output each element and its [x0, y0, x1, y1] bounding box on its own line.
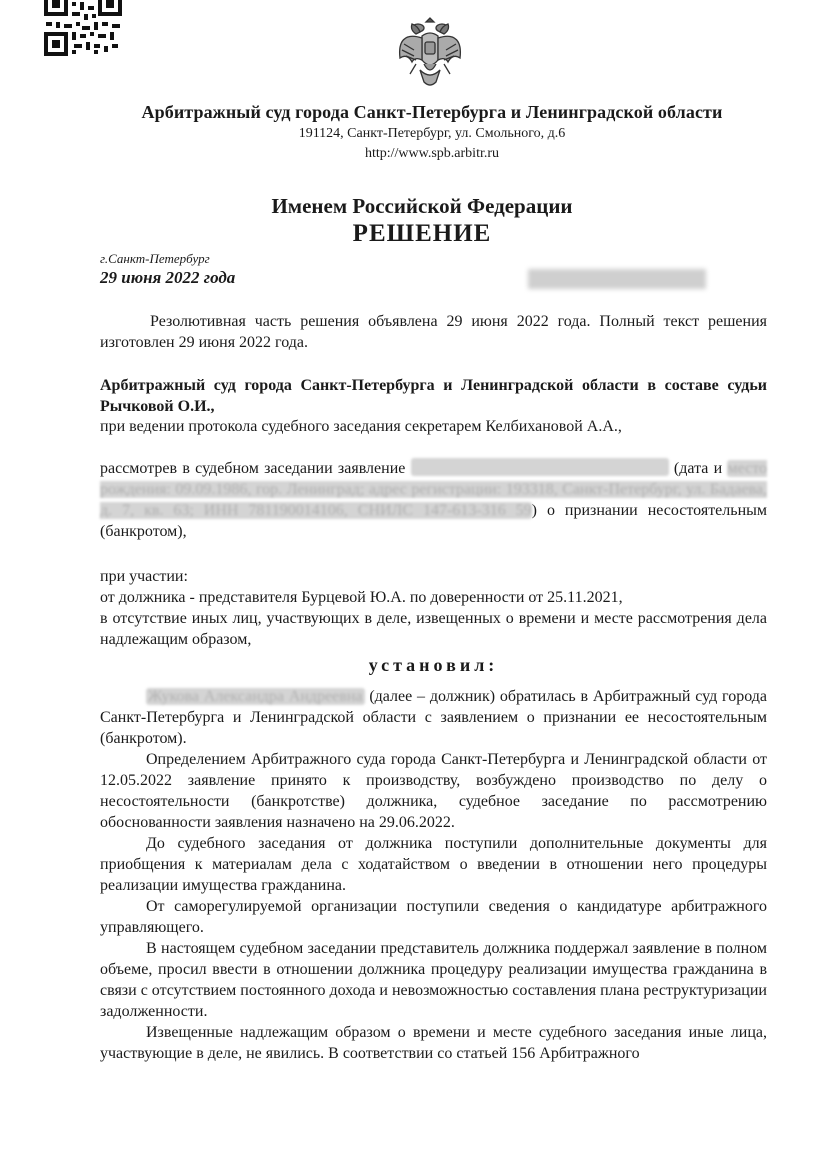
body-paragraph-3: До судебного заседания от должника поступили дополнительные документы для приобщения к материалам дела с ходатайством о введении в отношении него процедуры реализации имущества гражданина. — [100, 835, 767, 894]
resolution-paragraph: Резолютивная часть решения объявлена 29 июня 2022 года. Полный текст решения изготовлен 29 июня 2022 года. — [100, 313, 767, 351]
court-name: Арбитражный суд города Санкт-Петербурга и Ленинградской области — [141, 102, 723, 122]
consider-suffix: ) о признании несостоятельным (банкротом), — [100, 502, 768, 540]
body-paragraph-1-rest: (далее – должник) обратилась в Арбитражный суд города Санкт-Петербурга и Ленинградской области с заявлением о признании ее несостоятельным (банкротом). — [100, 688, 767, 747]
body-paragraph-2: Определением Арбитражного суда города Санкт-Петербурга и Ленинградской области от 12.05.2022 заявление принято к производству, возбуждено производство по делу о несостоятельности (банкротстве) должника, судебное заседание по рассмотрению обоснованности заявления назначено на 29.06.2022. — [100, 751, 767, 831]
decision-date: 29 июня 2022 года — [100, 268, 236, 287]
court-address: 191124, Санкт-Петербург, ул. Смольного, д.6 — [298, 126, 566, 141]
court-url: http://www.spb.arbitr.ru — [364, 146, 500, 161]
consider-middle: (дата и — [668, 460, 728, 477]
participation-absent: в отсутствие иных лиц, участвующих в деле, извещенных о времени и месте рассмотрения дела надлежащим образом, — [100, 610, 767, 648]
city: г.Санкт-Петербург — [100, 251, 210, 266]
consideration-paragraph — [100, 458, 767, 542]
decision-title: РЕШЕНИЕ — [352, 220, 492, 247]
body-paragraph-4: От саморегулируемой организации поступили сведения о кандидатуре арбитражного управляющего. — [100, 898, 767, 936]
debtor-name-redacted: Жукова Александра Андреевна — [148, 688, 363, 705]
body-paragraph-6: Извещенные надлежащим образом о времени и месте судебного заседания иные лица, участвующие в деле, не явились. В соответствии со статьей 156 Арбитражного — [100, 1024, 767, 1062]
in-name-heading: Именем Российской Федерации — [271, 194, 573, 218]
applicant-details-redacted: место рождения: 09.09.1986, гор. Ленинград; адрес регистрации: 193318, Санкт-Петербург, ул. Бадаева, д. 7, кв. 63; ИНН 781190014106, СНИЛС 147-613-316 59 — [100, 460, 767, 519]
russian-coat-of-arms-icon — [394, 14, 466, 90]
case-number-redacted — [528, 269, 706, 289]
body-paragraph-5: В настоящем судебном заседании представитель должника поддержал заявление в полном объеме, просил ввести в отношении должника процедуру реализации имущества гражданина в связи с отсутствием постоянного дохода и невозможностью составления плана реструктуризации задолженности. — [100, 940, 767, 1020]
qr-code-icon — [44, 0, 122, 56]
body-paragraph-1 — [100, 686, 767, 749]
court-composition: Арбитражный суд города Санкт-Петербурга и Ленинградской области в составе судьи Рычковой О.И., — [100, 377, 767, 415]
participation-label: при участии: — [100, 568, 188, 585]
participation-debtor: от должника - представителя Бурцевой Ю.А. по доверенности от 25.11.2021, — [100, 589, 623, 606]
established-heading: установил: — [368, 655, 499, 675]
secretary-line: при ведении протокола судебного заседания секретарем Келбихановой А.А., — [100, 418, 622, 435]
consider-prefix: рассмотрев в судебном заседании заявление — [100, 460, 411, 477]
applicant-name-redacted — [411, 458, 669, 476]
